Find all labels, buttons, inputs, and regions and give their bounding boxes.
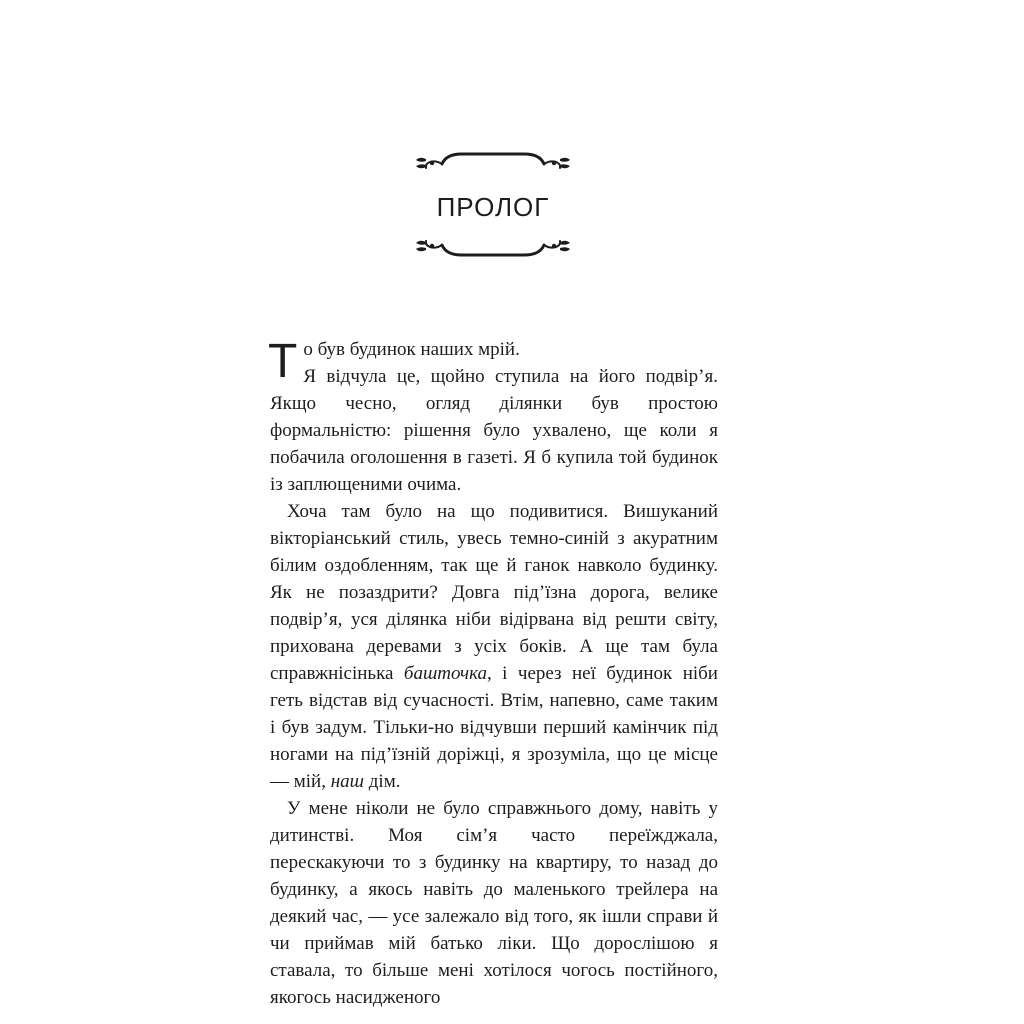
paragraph-3-part-1: Хоча там було на що подивитися. Вишуканий вікторіанський стиль, увесь темно-синій з акуратним білим оздобленням, так ще й ганок навколо будинку. Як не позаздрити? Довга під’їзна дорога, велике подвір’я, уся ділянка ніби відірвана від решти світу, прихована деревами з усіх боків. А ще там була справжнісінька [270, 501, 718, 684]
italic-word-nash: наш [330, 771, 365, 792]
paragraph-1-text: о був будинок наших мрій. [303, 339, 520, 360]
paragraph-4: У мене ніколи не було справжнього дому, навіть у дитинстві. Моя сім’я часто переїжджала, перескакуючи то з будинку на квартиру, то назад до будинку, а якось навіть до маленького трейлера на деякий час, — усе залежало від того, як ішли справи й чи приймав мій батько ліки. Що дорослішою я ставала, то більше мені хотілося чогось постійного, якогось насидженого [270, 798, 718, 1008]
paragraph-3-part-3: дім. [364, 771, 401, 792]
chapter-title: ПРОЛОГ [436, 192, 550, 222]
drop-cap: Т [268, 335, 298, 388]
paragraph-3 [270, 498, 718, 795]
prologue-text [270, 336, 718, 1011]
ornament-top-icon [412, 150, 574, 180]
paragraph-2: Я відчула це, щойно ступила на його подвір’я. Якщо чесно, огляд ділянки був простою формальністю: рішення було ухвалено, ще коли я побачила оголошення в газеті. Я б купила той будинок із заплющеними очима. [270, 366, 718, 495]
paragraph-1 [268, 335, 718, 388]
paragraph-3-part-2: , і через неї будинок ніби геть відстав від сучасності. Втім, напевно, саме таким і був задум. Тільки-но відчувши перший камінчик під ногами на під’їзній доріжці, я зрозуміла, що це місце — мій, [270, 663, 718, 792]
ornament-bottom-icon [412, 229, 574, 259]
italic-word-bashtochka: башточка [403, 663, 487, 684]
